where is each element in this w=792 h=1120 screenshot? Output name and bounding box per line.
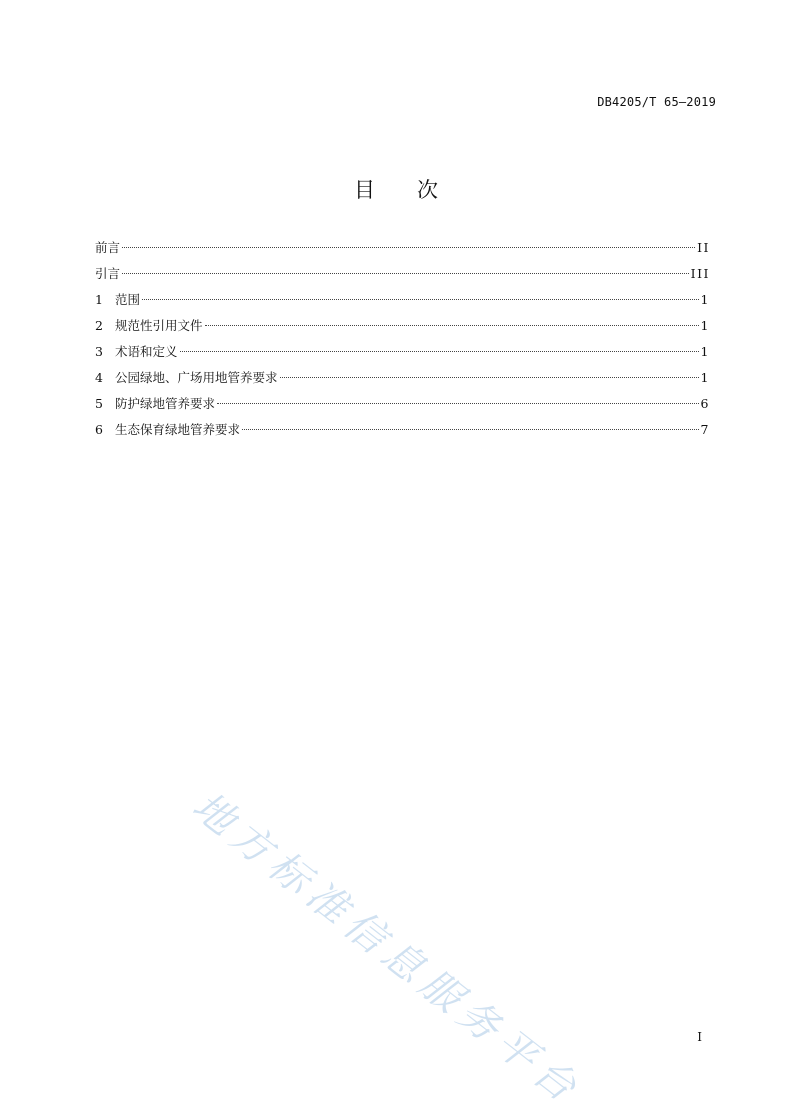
toc-entry-label: 范围 bbox=[115, 292, 141, 307]
toc-entry-foreword[interactable] bbox=[95, 238, 710, 264]
toc-entry-label: 术语和定义 bbox=[115, 344, 178, 359]
toc-entry-number: 2 bbox=[95, 318, 103, 333]
toc-entry-introduction[interactable] bbox=[95, 264, 710, 290]
document-code: DB4205/T 65—2019 bbox=[597, 95, 716, 109]
toc-leader-dots bbox=[217, 403, 699, 404]
toc-leader-dots bbox=[122, 247, 695, 248]
toc-leader-dots bbox=[242, 429, 699, 430]
toc-entry-page: II bbox=[697, 240, 710, 255]
toc-entry-number: 1 bbox=[95, 292, 103, 307]
toc-leader-dots bbox=[205, 325, 699, 326]
table-of-contents bbox=[95, 238, 710, 446]
toc-entry-page: 1 bbox=[700, 370, 710, 385]
toc-entry-label: 防护绿地管养要求 bbox=[115, 396, 216, 411]
toc-entry-page: 6 bbox=[700, 396, 710, 411]
watermark: 地方标准信息服务平台 bbox=[183, 783, 591, 1115]
toc-entry-normative-references[interactable] bbox=[95, 316, 710, 342]
toc-title bbox=[0, 174, 792, 204]
toc-entry-page: 1 bbox=[700, 292, 710, 307]
toc-title-char-2: 次 bbox=[417, 178, 438, 202]
toc-entry-label: 规范性引用文件 bbox=[115, 318, 203, 333]
toc-entry-terms-definitions[interactable] bbox=[95, 342, 710, 368]
toc-entry-page: 7 bbox=[700, 422, 710, 437]
toc-entry-page: 1 bbox=[700, 318, 710, 333]
toc-entry-protective-green-space[interactable] bbox=[95, 394, 710, 420]
toc-entry-number: 4 bbox=[95, 370, 103, 385]
toc-entry-number: 6 bbox=[95, 422, 103, 437]
page-number: I bbox=[697, 1030, 702, 1044]
toc-leader-dots bbox=[142, 299, 699, 300]
toc-entry-number: 5 bbox=[95, 396, 103, 411]
toc-entry-scope[interactable] bbox=[95, 290, 710, 316]
toc-leader-dots bbox=[280, 377, 699, 378]
toc-entry-label: 引言 bbox=[95, 266, 121, 281]
toc-title-char-1: 目 bbox=[354, 178, 375, 202]
toc-entry-ecological-green-space[interactable] bbox=[95, 420, 710, 446]
toc-entry-page: 1 bbox=[700, 344, 710, 359]
toc-leader-dots bbox=[180, 351, 699, 352]
toc-entry-park-green-space[interactable] bbox=[95, 368, 710, 394]
toc-leader-dots bbox=[122, 273, 689, 274]
toc-entry-label: 生态保育绿地管养要求 bbox=[115, 422, 241, 437]
toc-entry-label: 前言 bbox=[95, 240, 121, 255]
toc-entry-number: 3 bbox=[95, 344, 103, 359]
toc-entry-label: 公园绿地、广场用地管养要求 bbox=[115, 370, 278, 385]
toc-entry-page: III bbox=[690, 266, 710, 281]
